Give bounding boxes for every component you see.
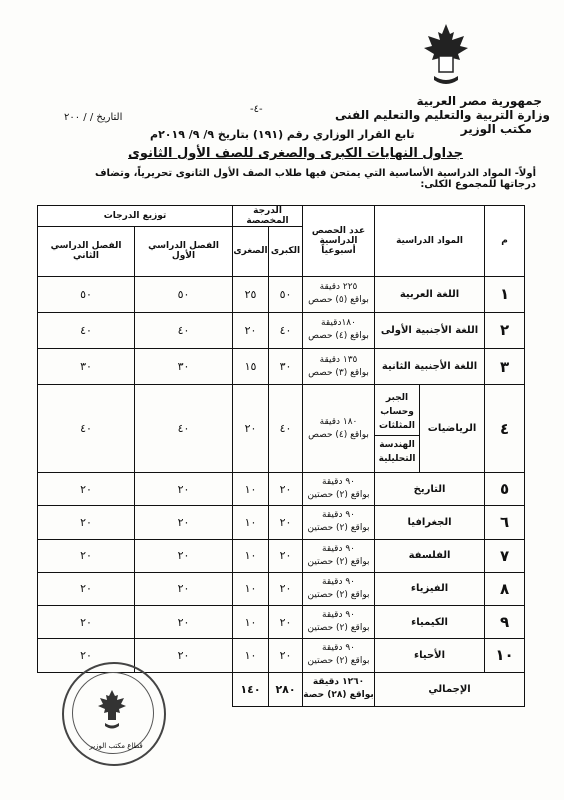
row-term2: ٤٠ xyxy=(38,312,135,348)
row-periods xyxy=(303,572,375,605)
row-max: ٢٠ xyxy=(269,639,303,672)
row-min: ١٠ xyxy=(233,506,269,539)
row-term1: ٢٠ xyxy=(135,473,233,506)
total-label: الإجمالي xyxy=(375,672,525,706)
table-row xyxy=(38,506,525,539)
header-min: الصغرى xyxy=(233,227,269,276)
subsubject-calc: وحساب xyxy=(380,407,414,418)
row-term1: ٤٠ xyxy=(135,385,233,473)
row-term2: ٢٠ xyxy=(38,572,135,605)
row-periods xyxy=(303,276,375,312)
row-subject: الفلسفة xyxy=(375,539,485,572)
periods-count: بواقع (٢) حصتين xyxy=(307,556,370,567)
periods-minutes: ١٣٥ دقيقة xyxy=(319,354,358,365)
row-num: ٤ xyxy=(485,385,525,473)
periods-minutes: ٢٢٥ دقيقة xyxy=(319,282,358,293)
row-periods xyxy=(303,506,375,539)
row-term1: ٢٠ xyxy=(135,639,233,672)
table-row xyxy=(38,606,525,639)
row-subject: الكيمياء xyxy=(375,606,485,639)
header-office: مكتب الوزير xyxy=(460,122,532,136)
stamp-eagle-icon xyxy=(96,688,128,732)
table-row xyxy=(38,385,525,473)
row-term1: ٤٠ xyxy=(135,312,233,348)
periods-minutes: ٩٠ دقيقة xyxy=(322,643,355,654)
row-num: ٦ xyxy=(485,506,525,539)
row-term2: ٢٠ xyxy=(38,606,135,639)
row-subject: التاريخ xyxy=(375,473,485,506)
total-max: ٢٨٠ xyxy=(269,672,303,706)
row-min: ١٥ xyxy=(233,349,269,385)
row-min: ٢٠ xyxy=(233,385,269,473)
row-min: ١٠ xyxy=(233,639,269,672)
subsubject-trig: المثلثات xyxy=(379,421,415,432)
subsubject-geometry: الهندسة xyxy=(375,435,419,452)
row-min: ١٠ xyxy=(233,606,269,639)
row-subject: اللغة الأجنبية الأولى xyxy=(375,312,485,348)
row-min: ١٠ xyxy=(233,572,269,605)
row-periods xyxy=(303,539,375,572)
row-term1: ٢٠ xyxy=(135,539,233,572)
row-periods xyxy=(303,349,375,385)
table-header-row xyxy=(38,206,525,227)
row-max: ٢٠ xyxy=(269,506,303,539)
periods-count: بواقع (٤) حصص xyxy=(308,429,369,440)
row-num: ٣ xyxy=(485,349,525,385)
row-term2: ٢٠ xyxy=(38,539,135,572)
row-term2: ٢٠ xyxy=(38,473,135,506)
row-subject: اللغة الأجنبية الثانية xyxy=(375,349,485,385)
header-term2: الفصل الدراسي الثاني xyxy=(38,227,135,276)
row-max: ٥٠ xyxy=(269,276,303,312)
table-row xyxy=(38,473,525,506)
row-periods xyxy=(303,639,375,672)
row-num: ٧ xyxy=(485,539,525,572)
row-max: ٢٠ xyxy=(269,539,303,572)
row-min: ٢٥ xyxy=(233,276,269,312)
header-subject: المواد الدراسية xyxy=(375,206,485,277)
row-term2: ٤٠ xyxy=(38,385,135,473)
row-max: ٣٠ xyxy=(269,349,303,385)
row-subject: اللغة العربية xyxy=(375,276,485,312)
row-num: ٢ xyxy=(485,312,525,348)
periods-minutes: ١٨٠ دقيقة xyxy=(319,416,358,427)
row-periods xyxy=(303,312,375,348)
table-row xyxy=(38,572,525,605)
table-row xyxy=(38,276,525,312)
periods-minutes: ٩٠ دقيقة xyxy=(322,576,355,587)
row-term1: ٢٠ xyxy=(135,506,233,539)
row-subsubjects xyxy=(375,385,420,473)
total-periods xyxy=(303,672,375,706)
header-max: الكبرى xyxy=(269,227,303,276)
row-term1: ٥٠ xyxy=(135,276,233,312)
row-term1: ٢٠ xyxy=(135,572,233,605)
periods-count: بواقع (٢) حصتين xyxy=(307,490,370,501)
row-term2: ٣٠ xyxy=(38,349,135,385)
row-num: ٨ xyxy=(485,572,525,605)
document-title: جداول النهايات الكبرى والصغرى للصف الأول الثانوى xyxy=(128,146,464,161)
row-max: ٤٠ xyxy=(269,312,303,348)
table-row xyxy=(38,312,525,348)
grades-table xyxy=(37,205,525,707)
total-min: ١٤٠ xyxy=(233,672,269,706)
row-subject: الرياضيات xyxy=(420,385,485,473)
header-num: م xyxy=(485,206,525,277)
row-periods xyxy=(303,385,375,473)
header-periods: عدد الحصص الدراسية أسبوعياً xyxy=(303,206,375,277)
row-term2: ٢٠ xyxy=(38,506,135,539)
row-max: ٢٠ xyxy=(269,473,303,506)
periods-minutes: ٩٠ دقيقة xyxy=(322,477,355,488)
row-term1: ٢٠ xyxy=(135,606,233,639)
periods-count: بواقع (٢) حصتين xyxy=(307,523,370,534)
row-max: ٤٠ xyxy=(269,385,303,473)
row-num: ٥ xyxy=(485,473,525,506)
header-distribution: توزيع الدرجات xyxy=(38,206,233,227)
row-max: ٢٠ xyxy=(269,572,303,605)
row-num: ١٠ xyxy=(485,639,525,672)
intro-text: أولاً- المواد الدراسية الأساسية التي يمتحن فيها طلاب الصف الأول الثانوى تحريرياً، وتضاف درجاتها للمجموع الكلى: xyxy=(94,168,536,190)
decree-reference: تابع القرار الوزاري رقم (١٩١) بتاريخ ٩/ ٩/ ٢٠١٩م xyxy=(150,128,415,141)
row-min: ٢٠ xyxy=(233,312,269,348)
periods-count: بواقع (٤) حصص xyxy=(308,331,369,342)
header-term1: الفصل الدراسي الأول xyxy=(135,227,233,276)
row-max: ٢٠ xyxy=(269,606,303,639)
row-term2: ٢٠ xyxy=(38,639,135,672)
row-term2: ٥٠ xyxy=(38,276,135,312)
periods-minutes: ٩٠ دقيقة xyxy=(322,543,355,554)
table-row xyxy=(38,539,525,572)
header-grade: الدرجة المخصصة xyxy=(233,206,303,227)
periods-count: بواقع (٢) حصتين xyxy=(307,656,370,667)
table-row xyxy=(38,349,525,385)
periods-minutes: ١٨٠دقيقة xyxy=(321,318,356,329)
subsubject-analytic: التحليلية xyxy=(378,454,416,465)
stamp-text: قطاع مكتب الوزير xyxy=(89,742,143,750)
page-number: -٤- xyxy=(250,104,263,115)
row-min: ١٠ xyxy=(233,473,269,506)
periods-count: بواقع (٥) حصص xyxy=(308,295,369,306)
row-num: ٩ xyxy=(485,606,525,639)
header-country: جمهورية مصر العربية xyxy=(416,94,542,108)
periods-minutes: ٩٠ دقيقة xyxy=(322,510,355,521)
periods-minutes: ٩٠ دقيقة xyxy=(322,610,355,621)
row-subject: الأحياء xyxy=(375,639,485,672)
periods-count: بواقع (٢) حصتين xyxy=(307,623,370,634)
subsubject-algebra: الجبر xyxy=(385,393,409,404)
row-periods xyxy=(303,606,375,639)
row-subject: الجغرافيا xyxy=(375,506,485,539)
row-subject: الفيزياء xyxy=(375,572,485,605)
periods-count: بواقع (٣) حصص xyxy=(308,367,369,378)
periods-count: بواقع (٢) حصتين xyxy=(307,589,370,600)
header-ministry: وزارة التربية والتعليم والتعليم الفنى xyxy=(334,108,550,122)
total-minutes: ١٢٦٠ دقيقة xyxy=(312,677,365,688)
row-min: ١٠ xyxy=(233,539,269,572)
date-line: التاريخ / / ٢٠٠ xyxy=(64,112,123,123)
eagle-emblem xyxy=(418,20,474,90)
row-periods xyxy=(303,473,375,506)
row-term1: ٣٠ xyxy=(135,349,233,385)
row-num: ١ xyxy=(485,276,525,312)
total-count: بواقع (٢٨) حصة xyxy=(303,690,374,701)
